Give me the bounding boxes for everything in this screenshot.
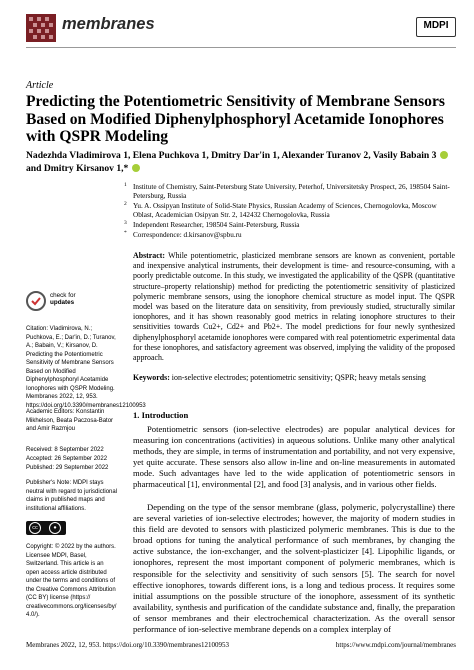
affiliation-text: Independent Researcher, 198504 Saint-Petersburg, Russia [133, 221, 300, 229]
intro-paragraph-2: Depending on the type of the sensor membrane (glass, polymeric, polycrystalline) there are several varieties of ion-selective electrodes; however, the majority of modern studies in this field are devoted to sensors with plasticized polymeric membranes. This is due to the broad options for tuning the analytical performance of such membranes, by changing the active substance, the ion-exchanger, and the solvent-plasticizer [4]. Lipophilic ligands, or ionophores, represent the most important component of polymeric membranes, which is responsible for the selectivity and sensitivity of such sensors [5]. The search for novel effective ionophores, towards different ions, is a long and tedious process. It requires some initial assumptions on the possible structure of the ionophore, assessment of its synthetic availability, synthesis and purification of the candidate substance and, finally, the preparation of sensor membranes and their electrochemical characterization. As the overall sensor performance of ion-selective membrane depends on a complex interplay of [133, 502, 455, 635]
keywords [133, 373, 455, 383]
check-for-updates-button[interactable] [50, 292, 76, 306]
article-title: Predicting the Potentiometric Sensitivity of Membrane Sensors Based on Modified Diphenylphosphoryl Acetamide Ionophores with QSPR Modeling [26, 93, 445, 145]
author-list [26, 149, 456, 175]
by-icon: ● [49, 522, 61, 534]
intro-paragraph-1: Potentiometric sensors (ion-selective electrodes) are popular analytical devices for measuring ion concentrations (activities) in aqueous solutions. Unlike many other analytical methods, they are simple, in terms of instrumentation and portability, and not very expensive, yet quite accurate. These sensors also allow in-line and on-line measurements in automated mode. Such advantages have led to the wide application of potentiometric sensors in pharmaceutical [1], environmental [2], and food [3] analysis, and in various other fields. [133, 424, 455, 490]
cc-by-license-icon[interactable] [26, 521, 66, 535]
author-line-2 [26, 162, 456, 175]
received-date: Received: 8 September 2022 [26, 447, 104, 453]
accepted-date: Accepted: 26 September 2022 [26, 456, 108, 462]
keywords-label: Keywords: [133, 373, 170, 382]
affiliation-2 [124, 201, 453, 221]
check-for-updates-icon[interactable] [26, 291, 46, 311]
publisher-logo [416, 17, 456, 37]
abstract [133, 251, 455, 363]
journal-name: membranes [62, 15, 155, 33]
keywords-text: ion-selective electrodes; potentiometric sensitivity; QSPR; heavy metals sensing [169, 373, 426, 382]
abstract-label: Abstract: [133, 251, 165, 260]
affiliation-number: 1 [124, 182, 127, 188]
publisher-note: Publisher's Note: MDPI stays neutral with regard to jurisdictional claims in published maps and institutional affiliations. [26, 480, 118, 512]
author-line-2-text: and Dmitry Kirsanov 1,* [26, 163, 129, 174]
abstract-text: While potentiometric, plasticized membrane sensors are known as convenient, portable and inexpensive analytical instruments, their development is time- and resource-consuming, with a poorly predictable outcome. In this study, we investigated the applicability of the QSPR (quantitative structure–property relationship) method for predicting the potentiometric sensitivity of plasticized polymeric membrane sensors, using the ionophore chemical structure as model input. The QSPR model was based on the literature data on sensitivity, from previously studied, structurally similar ionophores, and it has shown reasonably good metrics in relating ionophore structures to their sensitivities towards Cu2+, Cd2+ and Pb2+. The model predictions for four newly synthesized diphenylphosphoryl acetamide ionophores were compared with real potentiometric experimental data for these ionophores, and satisfactory agreement was observed, implying the validity of the proposed approach. [133, 251, 455, 363]
cc-icon: cc [29, 522, 41, 534]
citation: Citation: Vladimirova, N.; Puchkova, E.; Dar'in, D.; Turanov, A.; Babain, V.; Kirsanov, D. Predicting the Potentiometric Sensitivity of Membrane Sensors Based on Modified Diphenylphosphoryl Acetamide Ionophores with QSPR Modeling. Membranes 2022, 12, 953. https://doi.org/10.3390/membranes12100953 [26, 326, 146, 409]
journal-logo-icon [26, 14, 56, 42]
author-line-1 [26, 149, 456, 162]
affiliation-3 [124, 220, 453, 230]
academic-editors: Academic Editors: Konstantin Mikhelson, Beata Paczosa-Bator and Amir Razmjou [26, 409, 114, 432]
published-date: Published: 29 September 2022 [26, 465, 109, 471]
affiliation-number: * [124, 230, 127, 236]
article-type: Article [26, 80, 54, 91]
affiliation-number: 2 [124, 201, 127, 207]
header-divider [26, 47, 456, 48]
page-footer [26, 641, 456, 649]
affiliation-text: Yu. A. Ossipyan Institute of Solid-State Physics, Russian Academy of Sciences, Chernogolovka, Moscow Oblast, Academician Osipyan Str. 2, 142432 Chernogolovka, Russia [133, 202, 437, 220]
author-line-1-text: Nadezhda Vladimirova 1, Elena Puchkova 1, Dmitry Dar'in 1, Alexander Turanov 2, Vasily Babain 3 [26, 150, 437, 161]
check-line-1: check for [50, 292, 76, 299]
publisher-name: MDPI [423, 20, 449, 31]
check-line-2: updates [50, 299, 75, 306]
correspondence [124, 230, 453, 240]
orcid-icon[interactable] [132, 164, 140, 172]
affiliation-text: Institute of Chemistry, Saint-Petersburg State University, Peterhof, Universitetsky Prospect, 26, 198504 Saint-Petersburg, Russia [133, 183, 450, 201]
affiliation-number: 3 [124, 220, 127, 226]
orcid-icon[interactable] [440, 151, 448, 159]
copyright: Copyright: © 2022 by the authors. Licensee MDPI, Basel, Switzerland. This article is an open access article distributed under the terms and conditions of the Creative Commons Attribution (CC BY) license (https:// creativecommons.org/licenses/by/ 4.0/). [26, 544, 117, 618]
footer-citation: Membranes 2022, 12, 953. https://doi.org/10.3390/membranes12100953 [26, 641, 230, 649]
affiliation-1 [124, 182, 453, 202]
correspondence-text[interactable]: Correspondence: d.kirsanov@spbu.ru [133, 231, 242, 239]
section-heading: 1. Introduction [133, 410, 189, 420]
footer-journal-link[interactable]: https://www.mdpi.com/journal/membranes [335, 641, 456, 649]
